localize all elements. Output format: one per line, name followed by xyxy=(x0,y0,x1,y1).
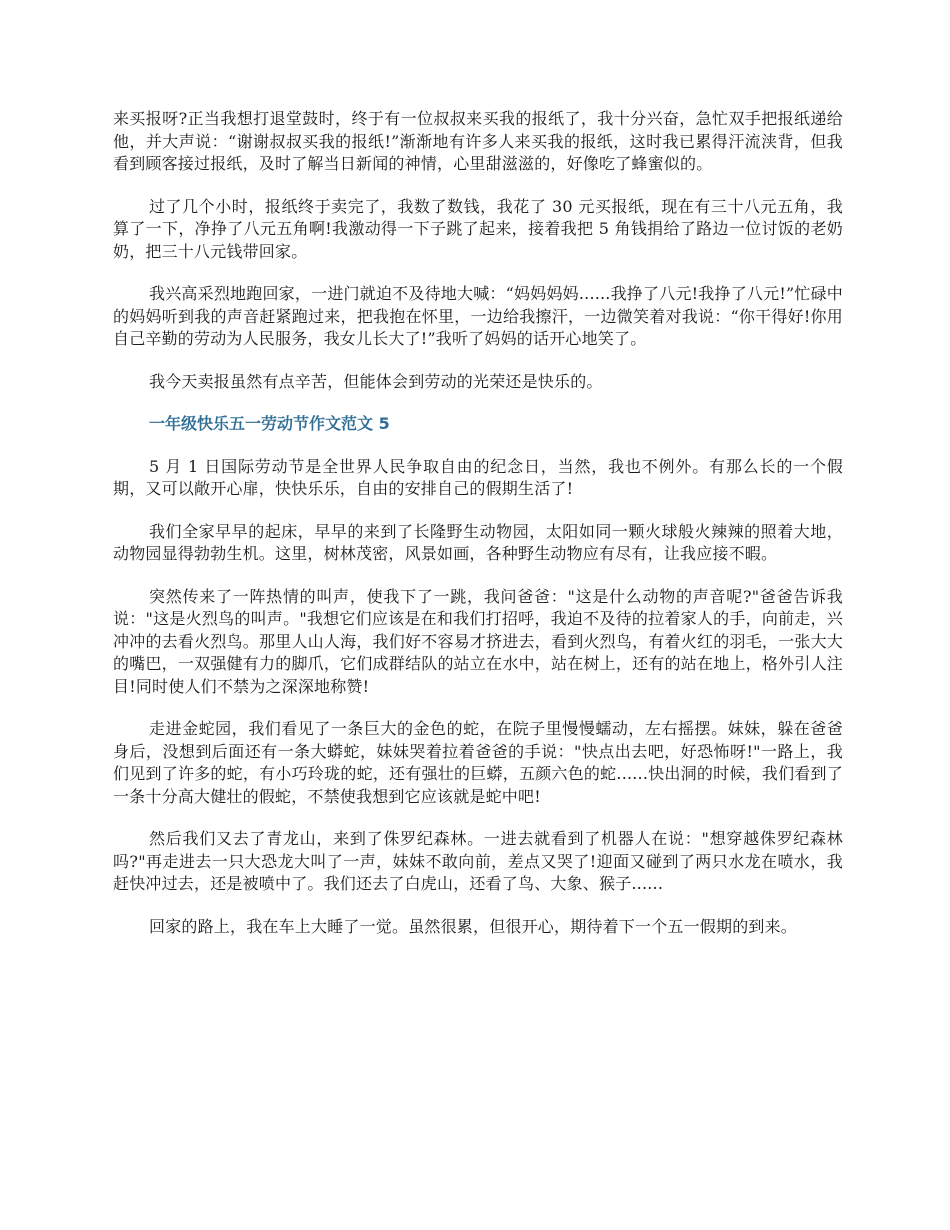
document-page xyxy=(113,108,843,958)
paragraph: 回家的路上，我在车上大睡了一觉。虽然很累，但很开心，期待着下一个五一假期的到来。 xyxy=(149,916,798,936)
paragraph: 突然传来了一阵热情的叫声，使我下了一跳，我问爸爸："这是什么动物的声音呢?"爸爸告诉我说："这是火烈鸟的叫声。"我想它们应该是在和我们打招呼，我迫不及待的拉着家人的手，向前走，兴冲冲的去看火烈鸟。那里人山人海，我们好不容易才挤进去，看到火烈鸟，有着火红的羽毛，一张大大的嘴巴，一双强健有力的脚爪，它们成群结队的站立在水中，站在树上，还有的站在地上，格外引人注目!同时使人们不禁为之深深地称赞! xyxy=(113,586,843,696)
paragraph: 走进金蛇园，我们看见了一条巨大的金色的蛇，在院子里慢慢蠕动，左右摇摆。妹妹，躲在爸爸身后，没想到后面还有一条大蟒蛇，妹妹哭着拉着爸爸的手说："快点出去吧，好恐怖呀!"一路上，我们见到了许多的蛇，有小巧玲珑的蛇，还有强壮的巨蟒，五颜六色的蛇......快出洞的时候，我们看到了一条十分高大健壮的假蛇，不禁使我想到它应该就是蛇中吧! xyxy=(113,719,843,806)
paragraph: 我今天卖报虽然有点辛苦，但能体会到劳动的光荣还是快乐的。 xyxy=(149,371,603,391)
paragraph: 5 月 1 日国际劳动节是全世界人民争取自由的纪念日，当然，我也不例外。有那么长的一个假期，又可以敞开心扉，快快乐乐，自由的安排自己的假期生活了! xyxy=(113,456,843,498)
paragraph: 我兴高采烈地跑回家，一进门就迫不及待地大喊：“妈妈妈妈......我挣了八元!我挣了八元!”忙碌中的妈妈听到我的声音赶紧跑过来，把我抱在怀里，一边给我擦汗，一边微笑着对我说：“你干得好!你用自己辛勤的劳动为人民服务，我女儿长大了!”我听了妈妈的话开心地笑了。 xyxy=(113,284,843,348)
paragraph: 然后我们又去了青龙山，来到了侏罗纪森林。一进去就看到了机器人在说："想穿越侏罗纪森林吗?"再走进去一只大恐龙大叫了一声，妹妹不敢向前，差点又哭了!迎面又碰到了两只水龙在喷水，我赶快冲过去，还是被喷中了。我们还去了白虎山，还看了鸟、大象、猴子...... xyxy=(113,829,843,893)
paragraph: 来买报呀?正当我想打退堂鼓时，终于有一位叔叔来买我的报纸了，我十分兴奋，急忙双手把报纸递给他，并大声说：“谢谢叔叔买我的报纸!”渐渐地有许多人来买我的报纸，这时我已累得汗流浃背，但我看到顾客接过报纸，及时了解当日新闻的神情，心里甜滋滋的，好像吃了蜂蜜似的。 xyxy=(113,109,843,173)
paragraph: 过了几个小时，报纸终于卖完了，我数了数钱，我花了 30 元买报纸，现在有三十八元五角，我算了一下，净挣了八元五角啊!我激动得一下子跳了起来，接着我把 5 角钱捐给了路边一位讨饭的老奶奶，把三十八元钱带回家。 xyxy=(113,196,843,261)
paragraph: 我们全家早早的起床，早早的来到了长隆野生动物园，太阳如同一颗火球般火辣辣的照着大地，动物园显得勃勃生机。这里，树林茂密，风景如画，各种野生动物应有尽有，让我应接不暇。 xyxy=(113,521,843,563)
section-heading: 一年级快乐五一劳动节作文范文 5 xyxy=(149,414,390,433)
